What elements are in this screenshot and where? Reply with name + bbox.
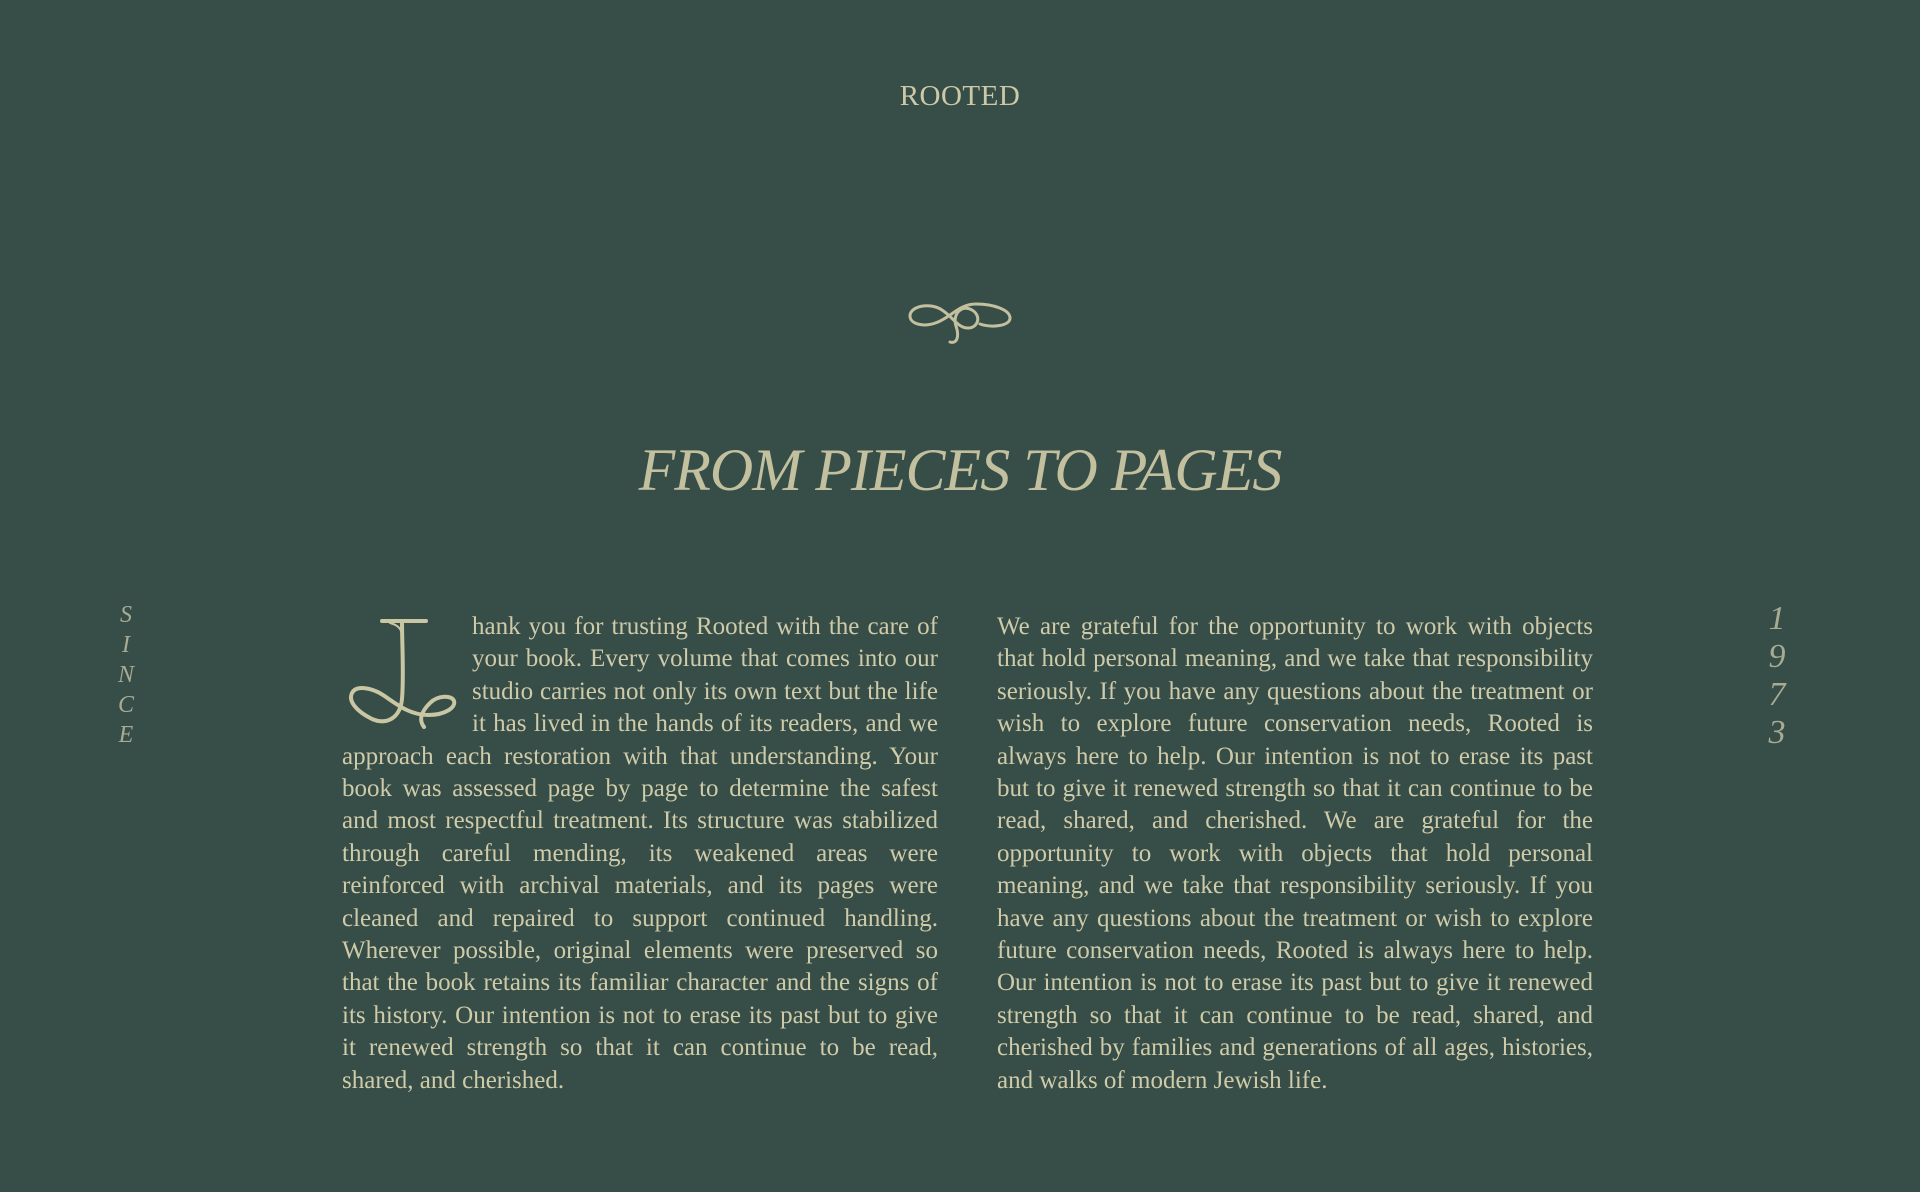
side-letter: S [120, 602, 132, 628]
side-letter: E [118, 722, 134, 748]
year-digit: 3 [1768, 714, 1786, 751]
right-column-text: We are grateful for the opportunity to work with objects that hold personal meaning, and we take that responsibility seriously. If you have any questions about the treatment or wish to explore future conservation needs, Rooted is always here to help. Our intention is not to erase its past but to give it renewed strength so that it can continue to be read, shared, and cherished. We are grateful for the opportunity to work with objects that hold personal meaning, and we take that responsibility seriously. If you have any questions about the treatment or wish to explore future conservation needs, Rooted is always here to help. Our intention is not to erase its past but to give it renewed strength so that it can continue to be read, shared, and cherished by families and generations of all ages, histories, and walks of modern Jewish life. [997, 613, 1593, 1094]
year-digit: 9 [1768, 638, 1786, 675]
side-label-year [1757, 600, 1797, 752]
body-column-left [342, 611, 938, 1097]
flourish-ornament-icon [900, 288, 1020, 348]
year-digit: 1 [1768, 600, 1786, 637]
body-column-right [997, 611, 1593, 1097]
drop-cap-t-icon [342, 615, 468, 733]
side-letter: I [122, 632, 130, 658]
side-label-since [106, 600, 146, 750]
side-letter: N [117, 662, 134, 688]
left-column-text: hank you for trusting Rooted with the care of your book. Every volume that comes into our studio carries not only its own text but the life it has lived in the hands of its readers, and we approach each restoration with that understanding. Your book was assessed page by page to determine the safest and most respectful treatment. Its structure was stabilized through careful mending, its weakened areas were reinforced with archival materials, and its pages were cleaned and repaired to support continued handling. Wherever possible, original elements were preserved so that the book retains its familiar character and the signs of its history. Our intention is not to erase its past but to give it renewed strength so that it can continue to be read, shared, and cherished. [342, 613, 938, 1094]
year-digit: 7 [1768, 676, 1786, 713]
brand-name: ROOTED [899, 80, 1021, 112]
side-letter: C [117, 692, 134, 718]
page-title: FROM PIECES TO PAGES [638, 437, 1282, 503]
